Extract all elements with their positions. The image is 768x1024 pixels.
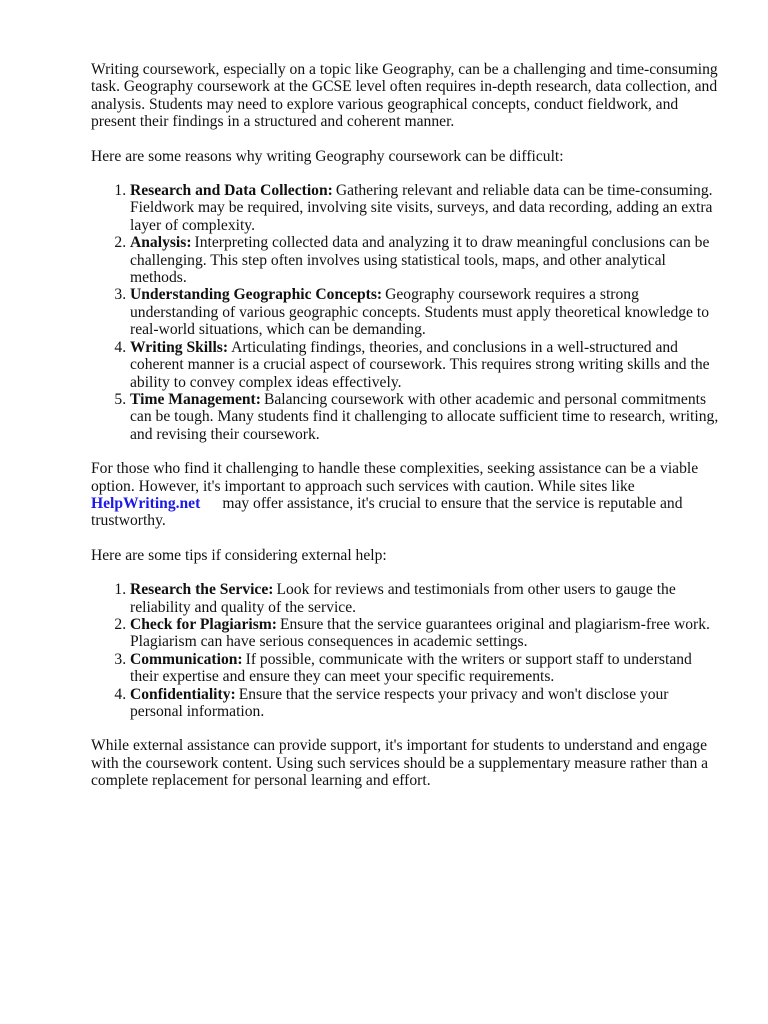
conclusion-paragraph: While external assistance can provide support, it's important for students to understand and engage with the coursework content. Using such services should be a supplementary measure rather than a complete replacement for personal learning and effort. (91, 737, 709, 790)
tip-term: Check for Plagiarism: (130, 615, 277, 633)
help-paragraph (91, 460, 721, 530)
reasons-lead-paragraph: Here are some reasons why writing Geography coursework can be difficult: (91, 147, 564, 165)
intro-paragraph: Writing coursework, especially on a topic like Geography, can be a challenging and time-consuming task. Geography coursework at the GCSE level often requires in-depth research, data collection, and analysis. Students may need to explore various geographical concepts, conduct fieldwork, and present their findings in a structured and coherent manner. (91, 61, 718, 131)
help-text-before: For those who find it challenging to handle these complexities, seeking assistance can be a viable option. However, it's important to approach such services with caution. While sites like (91, 460, 699, 495)
tip-term: Research the Service: (130, 581, 274, 599)
tip-text: Ensure that the service guarantees original and plagiarism-free work. Plagiarism can have serious consequences in academic settings. (130, 615, 710, 651)
list-item (130, 182, 721, 234)
reason-text: Balancing coursework with other academic and personal commitments can be tough. Many students find it challenging to allocate sufficient time to research, writing, and revising their coursework. (130, 390, 719, 443)
list-item (130, 339, 721, 391)
reason-term: Understanding Geographic Concepts: (130, 286, 383, 304)
tip-text: If possible, communicate with the writers or support staff to understand their expertise and ensure they can meet your specific requirements. (130, 650, 692, 686)
reasons-list (91, 182, 721, 443)
list-item (130, 391, 721, 443)
list-item (130, 686, 721, 721)
tips-list (91, 581, 721, 720)
reason-term: Time Management: (130, 390, 261, 408)
list-item (130, 581, 721, 616)
helpwriting-link[interactable]: HelpWriting.net (91, 494, 201, 512)
reason-text: Geography coursework requires a strong understanding of various geographic concepts. Students must apply theoretical knowledge to real-world situations, which can be demanding. (130, 286, 709, 339)
tips-lead-paragraph: Here are some tips if considering external help: (91, 546, 387, 564)
tip-term: Communication: (130, 650, 243, 668)
tip-text: Ensure that the service respects your privacy and won't disclose your personal information. (130, 685, 669, 720)
reason-text: Gathering relevant and reliable data can be time-consuming. Fieldwork may be required, involving site visits, surveys, and data recording, adding an extra layer of complexity. (130, 182, 713, 234)
reason-text: Articulating findings, theories, and conclusions in a well-structured and coherent manner is a crucial aspect of coursework. This requires strong writing skills and the ability to convey complex ideas effectively. (130, 338, 710, 391)
list-item (130, 616, 721, 651)
reason-term: Writing Skills: (130, 338, 229, 356)
reason-term: Analysis: (130, 234, 192, 252)
help-text-after: may offer assistance, it's crucial to ensure that the service is reputable and trustworthy. (91, 494, 683, 530)
tip-term: Confidentiality: (130, 685, 236, 703)
reason-text: Interpreting collected data and analyzing it to draw meaningful conclusions can be challenging. This step often involves using statistical tools, maps, and other analytical methods. (130, 234, 710, 287)
list-item (130, 286, 721, 338)
document-page (91, 61, 721, 790)
list-item (130, 234, 721, 286)
reason-term: Research and Data Collection: (130, 182, 333, 200)
list-item (130, 651, 721, 686)
tip-text: Look for reviews and testimonials from other users to gauge the reliability and quality of the service. (130, 581, 676, 616)
